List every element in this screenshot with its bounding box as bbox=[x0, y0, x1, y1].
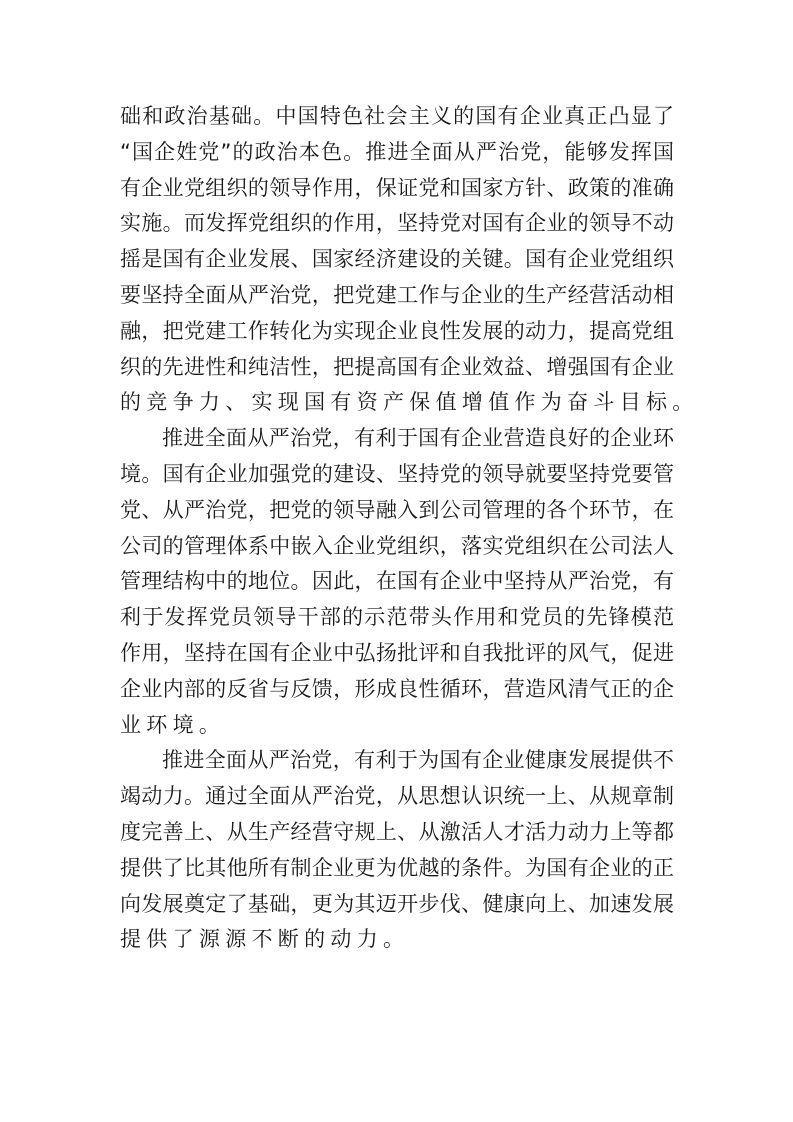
document-page bbox=[120, 99, 699, 958]
text-line: 公司的管理体系中嵌入企业党组织，落实党组织在公司法人 bbox=[120, 533, 674, 558]
text-line: “国企姓党”的政治本色。推进全面从严治党，能够发挥国 bbox=[120, 139, 674, 164]
text-line: 实施。而发挥党组织的作用，坚持党对国有企业的领导不动 bbox=[120, 211, 674, 236]
text-line: 利于发挥党员领导干部的示范带头作用和党员的先锋模范 bbox=[120, 605, 674, 630]
text-line: 融，把党建工作转化为实现企业良性发展的动力，提高党组 bbox=[120, 318, 674, 343]
paragraph bbox=[120, 421, 674, 743]
paragraph bbox=[120, 743, 674, 958]
text-line: 织的先进性和纯洁性，把提高国有企业效益、增强国有企业 bbox=[120, 354, 674, 379]
text-line: 管理结构中的地位。因此，在国有企业中坚持从严治党，有 bbox=[120, 569, 674, 594]
text-line: 推进全面从严治党，有利于为国有企业健康发展提供不 bbox=[162, 748, 674, 773]
text-line: 向发展奠定了基础，更为其迈开步伐、健康向上、加速发展 bbox=[120, 891, 674, 916]
text-line: 要坚持全面从严治党，把党建工作与企业的生产经营活动相 bbox=[120, 282, 674, 307]
text-line: 作用，坚持在国有企业中弘扬批评和自我批评的风气，促进 bbox=[120, 640, 674, 665]
text-line: 有企业党组织的领导作用，保证党和国家方针、政策的准确 bbox=[120, 175, 674, 200]
text-line: 摇是国有企业发展、国家经济建设的关键。国有企业党组织 bbox=[120, 247, 674, 272]
text-line: 度完善上、从生产经营守规上、从激活人才活力动力上等都 bbox=[120, 819, 674, 844]
text-line: 础和政治基础。中国特色社会主义的国有企业真正凸显了 bbox=[120, 104, 674, 128]
text-line: 竭动力。通过全面从严治党，从思想认识统一上、从规章制 bbox=[120, 784, 674, 809]
paragraph bbox=[120, 99, 699, 421]
text-line: 推进全面从严治党，有利于国有企业营造良好的企业环 bbox=[162, 426, 674, 451]
text-line: 提供了比其他所有制企业更为优越的条件。为国有企业的正 bbox=[120, 855, 674, 880]
text-line: 境。国有企业加强党的建设、坚持党的领导就要坚持党要管 bbox=[120, 461, 674, 486]
text-line: 提供了源源不断的动力。 bbox=[120, 927, 410, 952]
text-line: 的竞争力、实现国有资产保值增值作为奋斗目标。 bbox=[120, 390, 699, 415]
text-line: 企业内部的反省与反馈，形成良性循环，营造风清气正的企 bbox=[120, 676, 674, 701]
text-line: 业环境。 bbox=[120, 712, 226, 737]
text-line: 党、从严治党，把党的领导融入到公司管理的各个环节，在 bbox=[120, 497, 674, 522]
